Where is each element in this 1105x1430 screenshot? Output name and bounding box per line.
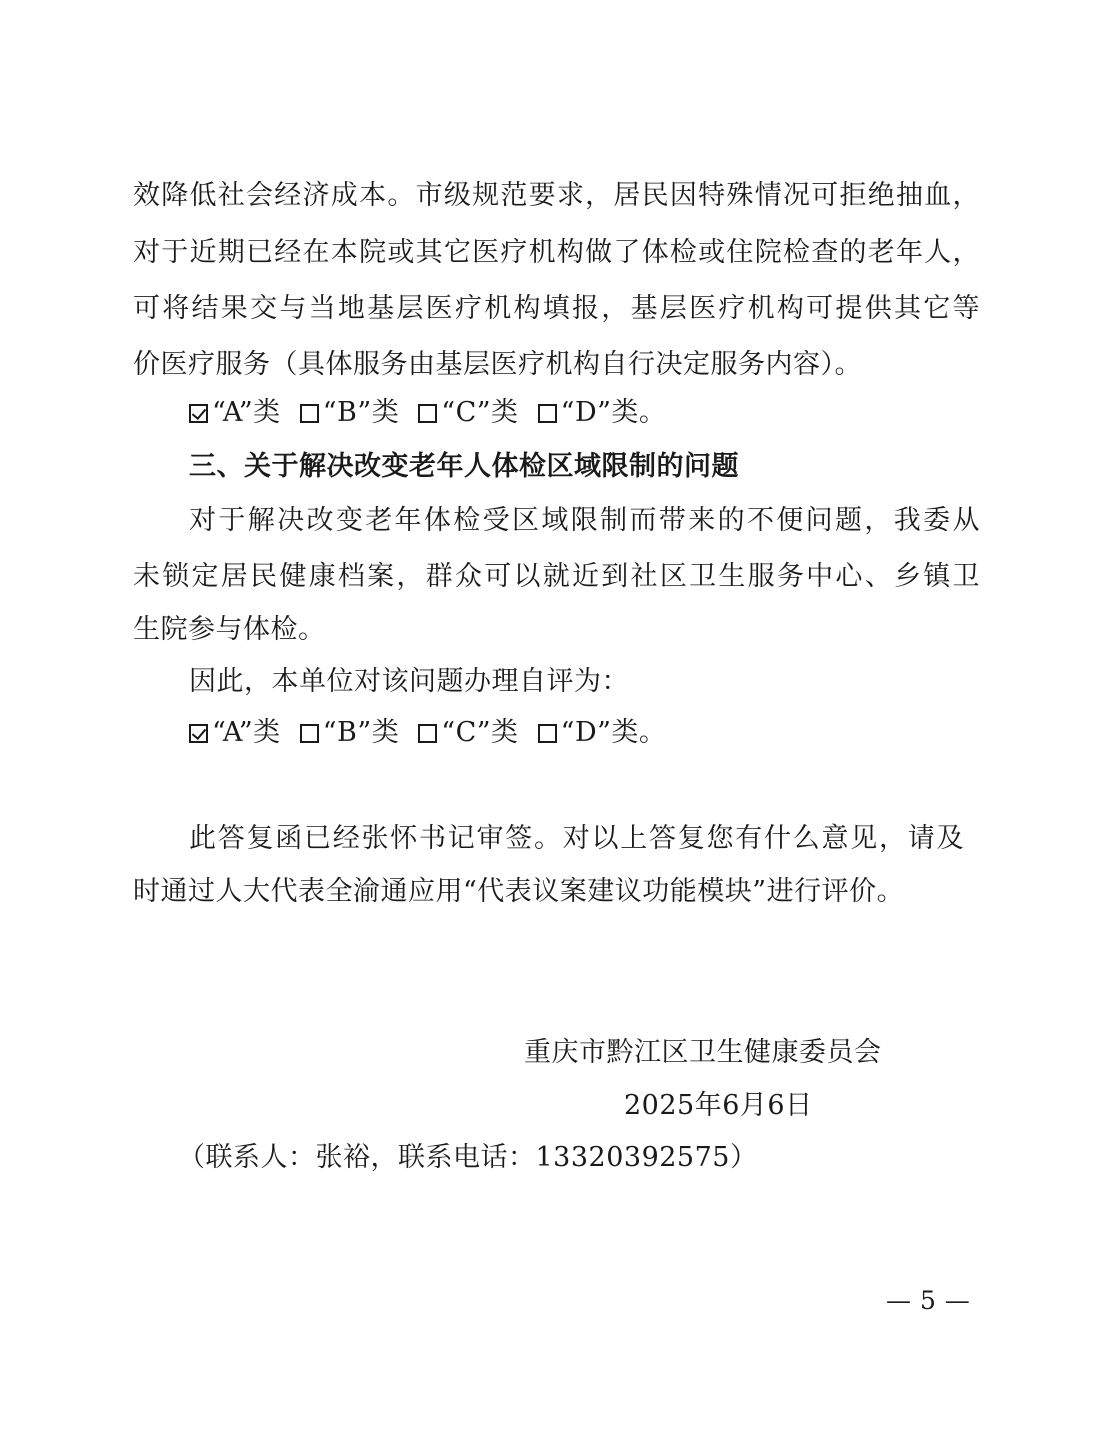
rating-option-c[interactable]: “C”类 [418,717,518,748]
rating-option-c[interactable]: “C”类 [418,397,518,428]
empty-box-icon [300,724,319,743]
rating-option-d[interactable]: “D”类。 [538,397,667,428]
empty-box-icon [300,404,319,423]
signature-org: 重庆市黔江区卫生健康委员会 [524,1037,882,1068]
page-number: — 5 — [886,1286,971,1315]
contact-info: （联系人：张裕，联系电话：13320392575） [178,1142,758,1173]
signature-date: 2025年6月6日 [624,1090,813,1121]
text-line: 价医疗服务（具体服务由基层医疗机构自行决定服务内容）。 [133,349,862,380]
checked-box-icon [189,724,208,743]
rating-option-b[interactable]: “B”类 [300,717,399,748]
rating-row-2 [189,713,676,753]
text-line: 效降低社会经济成本。市级规范要求，居民因特殊情况可拒绝抽血， [133,180,980,211]
checked-box-icon [189,404,208,423]
rating-option-a[interactable]: “A”类 [189,717,281,748]
text-line: 未锁定居民健康档案，群众可以就近到社区卫生服务中心、乡镇卫 [133,561,980,592]
text-line: 对于近期已经在本院或其它医疗机构做了体检或住院检查的老年人， [133,237,980,268]
empty-box-icon [538,404,557,423]
rating-option-b[interactable]: “B”类 [300,397,399,428]
text-line: 时通过人大代表全渝通应用“代表议案建议功能模块”进行评价。 [133,876,905,907]
rating-intro: 因此，本单位对该问题办理自评为： [189,666,629,697]
empty-box-icon [538,724,557,743]
text-line: 对于解决改变老年体检受区域限制而带来的不便问题，我委从 [189,505,980,536]
text-line: 生院参与体检。 [133,614,326,645]
rating-option-a[interactable]: “A”类 [189,397,281,428]
text-line: 可将结果交与当地基层医疗机构填报，基层医疗机构可提供其它等 [133,293,980,324]
empty-box-icon [418,404,437,423]
text-line: 此答复函已经张怀书记审签。对以上答复您有什么意见，请及 [189,823,964,854]
empty-box-icon [418,724,437,743]
rating-row-1 [189,393,676,433]
section-heading-3: 三、关于解决改变老年人体检区域限制的问题 [189,451,739,482]
rating-option-d[interactable]: “D”类。 [538,717,667,748]
